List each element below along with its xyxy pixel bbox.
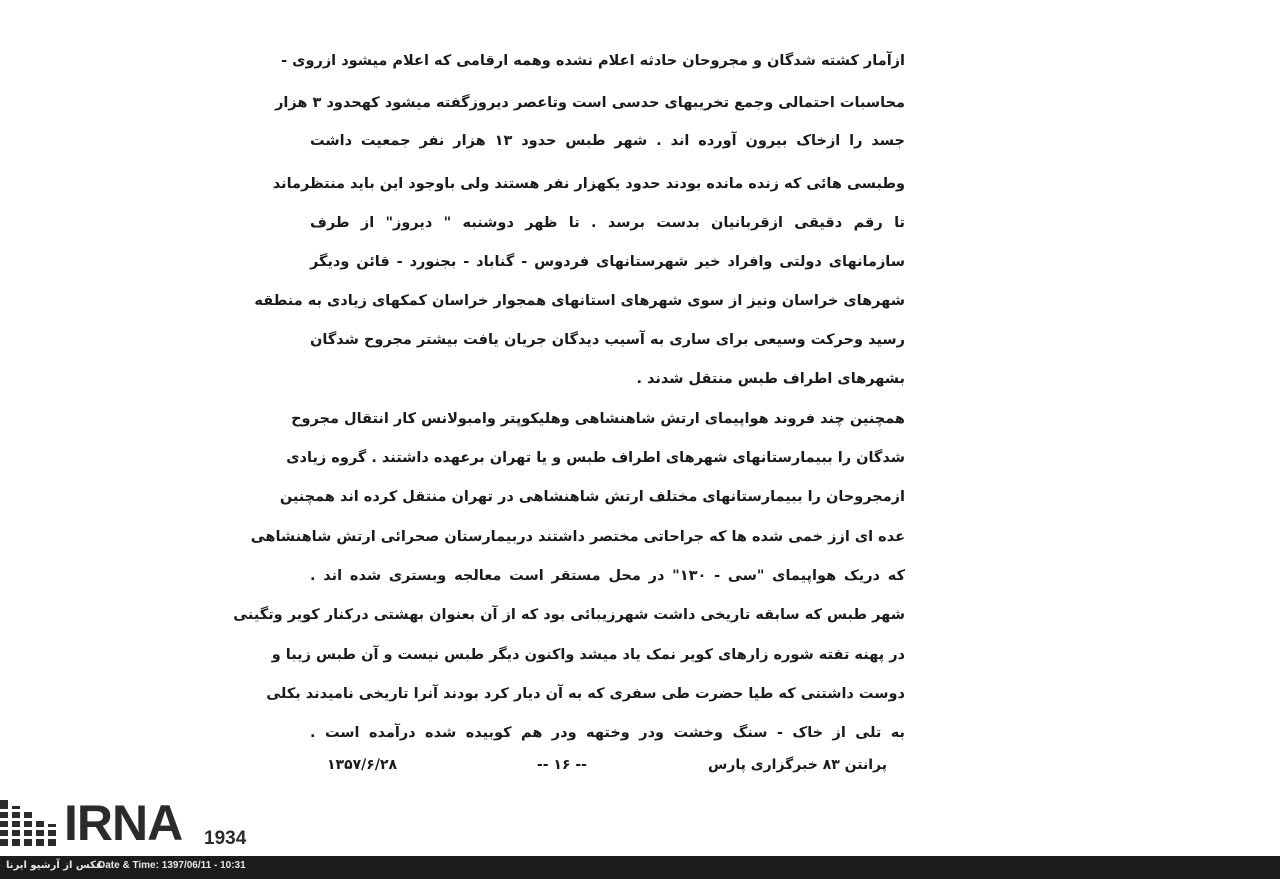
date-time-label: Date & Time: 1397/06/11 - 10:31 <box>98 860 246 871</box>
document-line-4: وطبسی هائی که زنده مانده بودند حدود یکهزار نفر هستند ولی باوجود این باید منتظرماند <box>272 176 905 192</box>
document-line-15: شهر طبس که سابقه تاریخی داشت شهرزیبائی بود که از آن بعنوان بهشتی درکنار کویر وتگینی <box>233 607 905 623</box>
watermark-brand: IRNA <box>64 795 183 851</box>
document-line-2: محاسبات احتمالی وجمع تخریبهای حدسی است وتاعصر دیروزگفته میشود کهحدود ۳ هزار <box>275 95 905 111</box>
footer-source: پرانتن ۸۳ خبرگزاری پارس <box>707 757 887 773</box>
footer-date: ۱۳۵۷/۶/۲۸ <box>327 757 398 773</box>
archive-label: عکس از آرشیو ایرنا <box>6 860 103 871</box>
watermark-year: 1934 <box>204 828 247 849</box>
typed-document <box>233 42 906 792</box>
document-line-9: بشهرهای اطراف طبس منتقل شدند . <box>636 371 905 387</box>
document-line-14: که دریک هواپیمای "سی - ۱۳۰" در محل مستقر است معالجه وبستری شده اند . <box>310 568 906 584</box>
document-line-13: عده ای ازز خمی شده ها که جراحاتی مختصر داشتند دربیمارستان صحرائی ارتش شاهنشاهی <box>250 529 905 545</box>
document-line-10: همچنین چند فروند هواپیمای ارتش شاهنشاهی وهلیکوپتر وامبولانس کار انتقال مجروح <box>291 411 905 427</box>
document-line-17: دوست داشتنی که طیا حضرت طی سفری که به آن دیار کرد بودند آنرا تاریخی نامیدند بکلی <box>266 686 905 702</box>
document-line-12: ازمجروحان را ببیمارستانهای مختلف ارتش شاهنشاهی در تهران منتقل کرده اند همچنین <box>279 489 905 505</box>
document-line-8: رسید وحرکت وسیعی برای ساری به آسیب دیدگان جریان یافت بیشتر مجروح شدگان <box>310 332 905 348</box>
document-line-18: به تلی از خاک - سنگ وخشت ودر وختهه ودر هم کوبیده شده درآمده است . <box>310 725 905 741</box>
footer-page-number: -- ۱۶ -- <box>536 757 587 773</box>
document-line-5: تا رقم دقیقی ازقربانیان بدست برسد . تا ظهر دوشنبه " دیروز" از طرف <box>310 215 905 231</box>
document-line-16: در پهنه تفته شوره زارهای کویر نمک یاد میشد واکنون دیگر طبس نیست و آن طبس زیبا و <box>271 647 905 663</box>
document-line-7: شهرهای خراسان ونیز از سوی شهرهای استانهای همجوار خراسان کمکهای زیادی به منطقه <box>254 293 905 309</box>
document-line-1: ازآمار کشته شدگان و مجروحان حادثه اعلام نشده وهمه ارقامی که اعلام میشود ازروی - <box>281 53 905 69</box>
document-line-11: شدگان را ببیمارستانهای شهرهای اطراف طبس و یا تهران برعهده داشتند . گروه زیادی <box>286 450 905 466</box>
document-footer <box>327 757 887 781</box>
irna-watermark <box>0 795 270 852</box>
irna-logo-icon <box>0 800 64 846</box>
document-line-3: جسد را ازخاک بیرون آورده اند . شهر طبس حدود ۱۳ هزار نفر جمعیت داشت <box>310 133 905 149</box>
document-line-6: سازمانهای دولتی وافراد خیر شهرستانهای فردوس - گناباد - بجنورد - قائن ودیگر <box>310 254 905 270</box>
caption-bar <box>0 856 1280 879</box>
